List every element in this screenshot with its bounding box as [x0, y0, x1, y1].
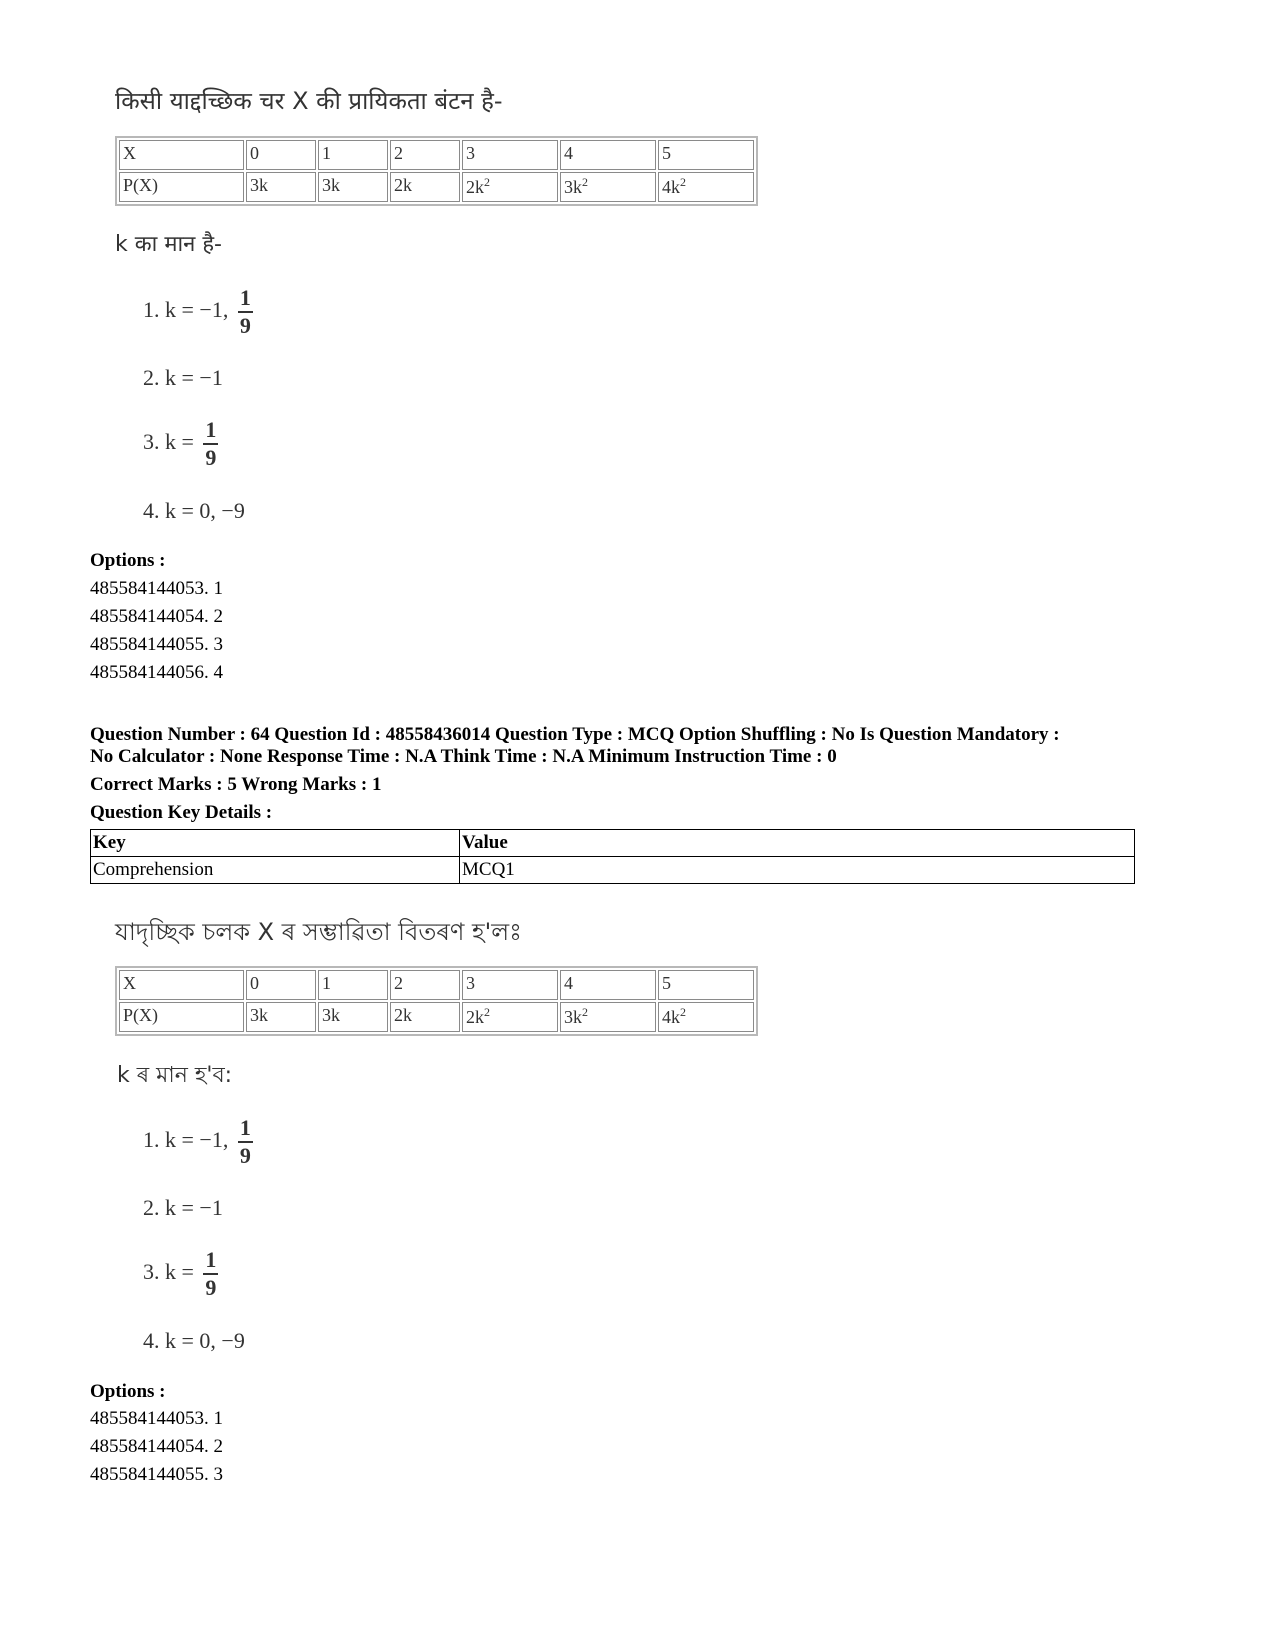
table-cell: 5 — [658, 140, 754, 170]
table-cell: 2 — [390, 970, 460, 1000]
table-row — [119, 172, 754, 202]
table-row — [119, 1002, 754, 1032]
option-id-item: 485584144053. 1 — [90, 578, 223, 599]
table-cell: 1 — [318, 140, 388, 170]
table-cell: MCQ1 — [460, 857, 1135, 884]
table-cell: 0 — [246, 140, 316, 170]
fraction: $\frac{1}{9}$ — [205, 1247, 217, 1300]
table-cell: $4k^2$ — [658, 1002, 754, 1032]
table-header-value: Value — [460, 830, 1135, 857]
table-row — [91, 830, 1135, 857]
options-heading: Options : — [90, 1381, 166, 1402]
table-cell: 2k — [390, 1002, 460, 1032]
table-cell: 2k — [390, 172, 460, 202]
question-marks: Correct Marks : 5 Wrong Marks : 1 — [90, 774, 382, 795]
table-row — [91, 857, 1135, 884]
table-cell: 2 — [390, 140, 460, 170]
table-cell: Comprehension — [91, 857, 460, 884]
answer-option-1: 1. k = −1, $\frac{1}{9}$ — [143, 285, 251, 338]
table-cell: $2k^2$ — [462, 172, 558, 202]
probability-table-hindi — [115, 136, 758, 206]
table-cell: $3k^2$ — [560, 172, 656, 202]
answer-option-3: 3. k = $\frac{1}{9}$ — [143, 417, 217, 470]
table-row — [119, 970, 754, 1000]
question-image-title-hindi: किसी याद्दच्छिक चर X की प्रायिकता बंटन है- — [115, 87, 503, 115]
k-value-prompt-hindi: k का मान है- — [115, 232, 222, 257]
probability-table-assamese — [115, 966, 758, 1036]
question-meta-line-2: No Calculator : None Response Time : N.A Think Time : N.A Minimum Instruction Time : 0 — [90, 746, 837, 767]
option-id-item: 485584144054. 2 — [90, 1436, 223, 1457]
question-image-title-assamese: যাদৃচ্ছিক চলক X ৰ সম্ভাৱিতা বিতৰণ হ'লঃ — [115, 918, 522, 946]
option-id-item: 485584144055. 3 — [90, 634, 223, 655]
table-cell: X — [119, 140, 244, 170]
option-id-item: 485584144054. 2 — [90, 606, 223, 627]
table-cell: 3k — [318, 1002, 388, 1032]
fraction: $\frac{1}{9}$ — [205, 417, 217, 470]
table-cell: 4 — [560, 970, 656, 1000]
table-cell: 5 — [658, 970, 754, 1000]
table-cell: 3 — [462, 140, 558, 170]
options-heading: Options : — [90, 550, 166, 571]
option-id-item: 485584144055. 3 — [90, 1464, 223, 1485]
table-cell: $2k^2$ — [462, 1002, 558, 1032]
option-id-item: 485584144056. 4 — [90, 662, 223, 683]
table-cell: $4k^2$ — [658, 172, 754, 202]
question-key-details-label: Question Key Details : — [90, 802, 273, 823]
question-meta-line-1: Question Number : 64 Question Id : 48558436014 Question Type : MCQ Option Shuffling : No Is Question Mandatory : — [90, 724, 1060, 745]
table-cell: 4 — [560, 140, 656, 170]
table-row — [119, 140, 754, 170]
table-cell: 1 — [318, 970, 388, 1000]
table-cell: 0 — [246, 970, 316, 1000]
table-cell: X — [119, 970, 244, 1000]
answer-option-4: 4. k = 0, −9 — [143, 1328, 245, 1353]
table-cell: 3k — [246, 172, 316, 202]
fraction: $\frac{1}{9}$ — [239, 1115, 251, 1168]
table-cell: 3k — [246, 1002, 316, 1032]
option-id-item: 485584144053. 1 — [90, 1408, 223, 1429]
table-cell: P(X) — [119, 1002, 244, 1032]
fraction: $\frac{1}{9}$ — [239, 285, 251, 338]
table-cell: 3k — [318, 172, 388, 202]
table-cell: 3 — [462, 970, 558, 1000]
answer-option-2: 2. k = −1 — [143, 365, 223, 390]
answer-option-2: 2. k = −1 — [143, 1195, 223, 1220]
answer-option-3: 3. k = $\frac{1}{9}$ — [143, 1247, 217, 1300]
k-value-prompt-assamese: k ৰ মান হ'ব: — [117, 1063, 233, 1088]
table-header-key: Key — [91, 830, 460, 857]
question-key-table — [90, 829, 1135, 884]
table-cell: $3k^2$ — [560, 1002, 656, 1032]
answer-option-1: 1. k = −1, $\frac{1}{9}$ — [143, 1115, 251, 1168]
table-cell: P(X) — [119, 172, 244, 202]
answer-option-4: 4. k = 0, −9 — [143, 498, 245, 523]
